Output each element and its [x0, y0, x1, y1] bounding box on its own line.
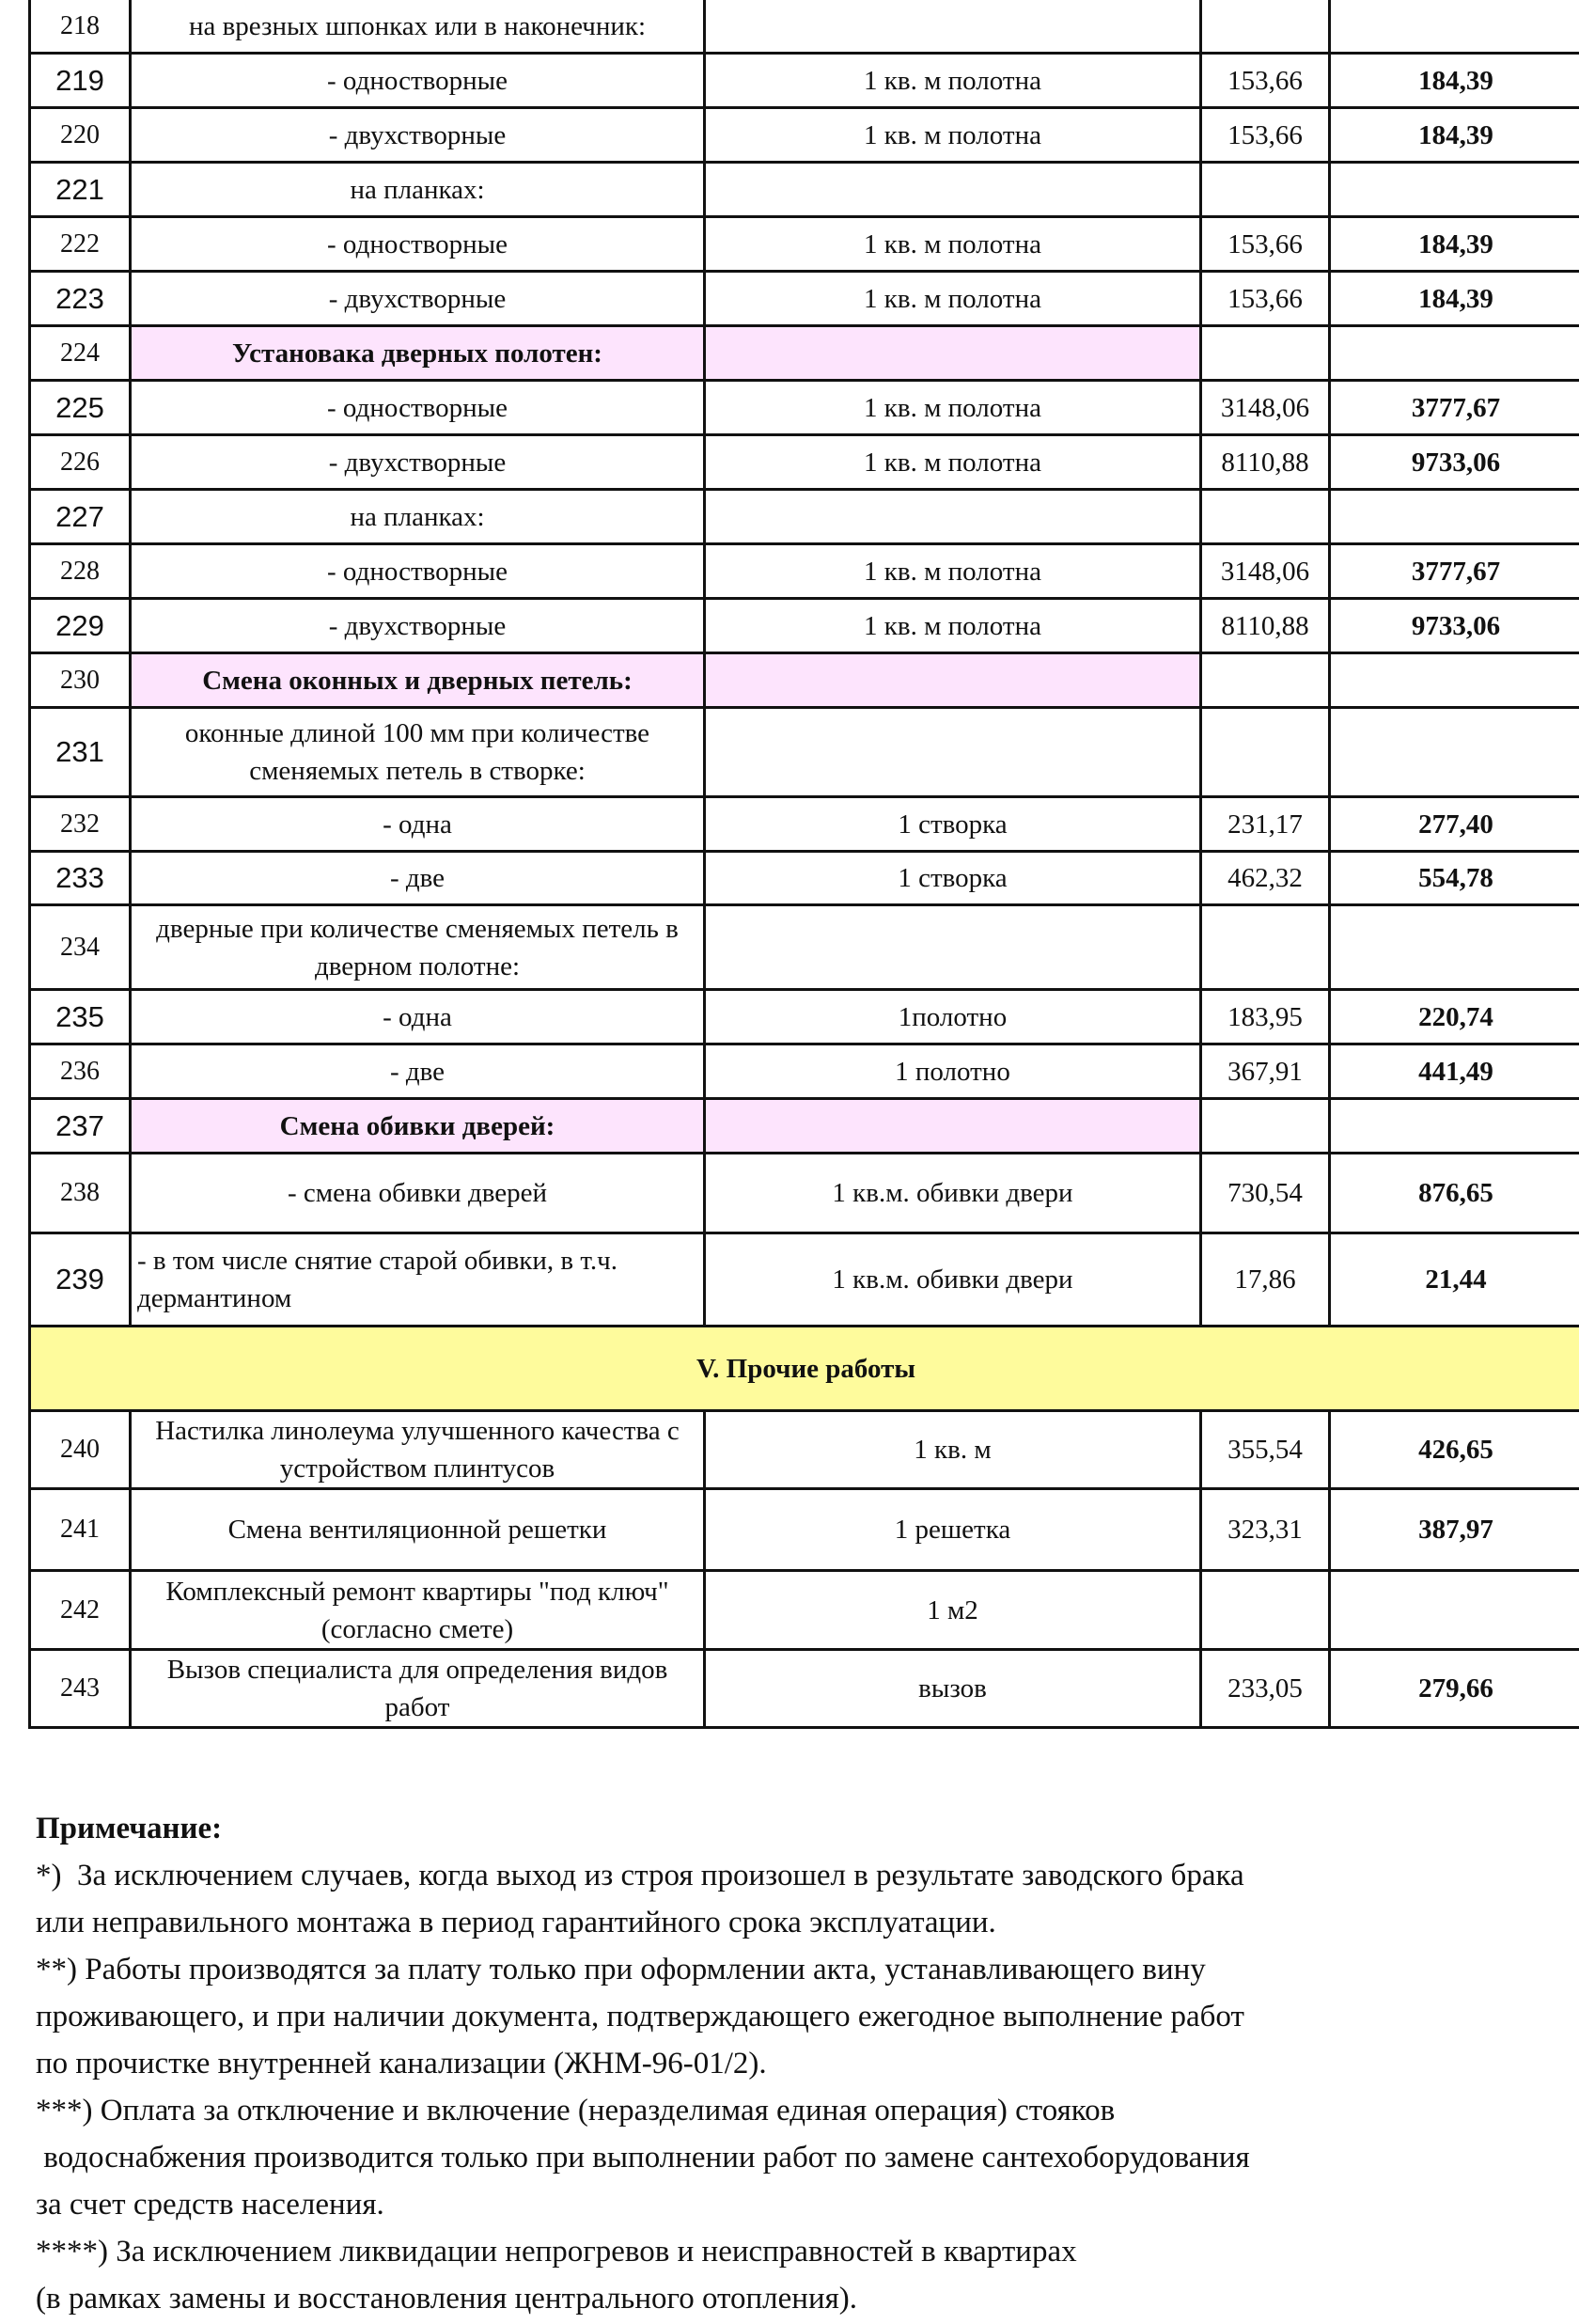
notes	[36, 1805, 1558, 2322]
table-row	[30, 797, 1579, 852]
work-description: - в том числе снятие старой обивки, в т.ч. дермантином	[131, 1233, 705, 1327]
row-number: 240	[30, 1411, 131, 1489]
row-number: 221	[30, 163, 131, 217]
price-without-vat: 730,54	[1201, 1154, 1330, 1233]
work-description: оконные длиной 100 мм при количестве сменяемых петель в створке:	[131, 708, 705, 797]
work-description: Настилка линолеума улучшенного качества с устройством плинтусов	[131, 1411, 705, 1489]
price-with-vat	[1330, 708, 1579, 797]
row-number: 218	[30, 0, 131, 54]
unit: 1 кв. м полотна	[705, 544, 1201, 599]
price-with-vat: 387,97	[1330, 1489, 1579, 1571]
section-header-row	[30, 1327, 1579, 1411]
unit: 1 кв. м	[705, 1411, 1201, 1489]
unit	[705, 1099, 1201, 1154]
row-number: 243	[30, 1650, 131, 1728]
table-row	[30, 1099, 1579, 1154]
unit	[705, 0, 1201, 54]
work-description: дверные при количестве сменяемых петель в дверном полотне:	[131, 905, 705, 990]
row-number: 226	[30, 435, 131, 490]
price-without-vat: 462,32	[1201, 852, 1330, 905]
work-description: Смена вентиляционной решетки	[131, 1489, 705, 1571]
price-with-vat: 3777,67	[1330, 381, 1579, 435]
price-without-vat: 3148,06	[1201, 544, 1330, 599]
price-without-vat	[1201, 1571, 1330, 1650]
unit: 1 кв. м полотна	[705, 599, 1201, 653]
work-description: - одностворные	[131, 544, 705, 599]
unit: 1 створка	[705, 852, 1201, 905]
work-description: - двухстворные	[131, 599, 705, 653]
work-description: на планках:	[131, 490, 705, 544]
row-number: 239	[30, 1233, 131, 1327]
price-without-vat: 153,66	[1201, 108, 1330, 163]
row-number: 233	[30, 852, 131, 905]
table-row	[30, 272, 1579, 326]
price-with-vat: 21,44	[1330, 1233, 1579, 1327]
unit: 1 кв. м полотна	[705, 54, 1201, 108]
work-description: - две	[131, 1044, 705, 1099]
row-number: 219	[30, 54, 131, 108]
price-without-vat: 323,31	[1201, 1489, 1330, 1571]
table-row	[30, 1411, 1579, 1489]
price-without-vat	[1201, 0, 1330, 54]
work-description: Установака дверных полотен:	[131, 326, 705, 381]
work-description: - одностворные	[131, 217, 705, 272]
row-number: 223	[30, 272, 131, 326]
note-line: ****) За исключением ликвидации непрогревов и неисправностей в квартирах	[36, 2235, 1077, 2269]
price-with-vat	[1330, 1099, 1579, 1154]
work-description: Смена обивки дверей:	[131, 1099, 705, 1154]
unit: 1 кв. м полотна	[705, 108, 1201, 163]
unit: 1 решетка	[705, 1489, 1201, 1571]
work-description: - двухстворные	[131, 435, 705, 490]
table-row	[30, 1489, 1579, 1571]
unit: 1 кв. м полотна	[705, 272, 1201, 326]
unit: 1 полотно	[705, 1044, 1201, 1099]
note-line: проживающего, и при наличии документа, подтверждающего ежегодное выполнение работ	[36, 2000, 1244, 2034]
work-description: на планках:	[131, 163, 705, 217]
price-without-vat	[1201, 1099, 1330, 1154]
unit: 1 кв.м. обивки двери	[705, 1154, 1201, 1233]
table-row	[30, 990, 1579, 1044]
unit	[705, 490, 1201, 544]
price-without-vat: 153,66	[1201, 272, 1330, 326]
row-number: 235	[30, 990, 131, 1044]
row-number: 242	[30, 1571, 131, 1650]
work-description: - одна	[131, 990, 705, 1044]
row-number: 225	[30, 381, 131, 435]
price-table	[28, 0, 1579, 1729]
price-without-vat	[1201, 163, 1330, 217]
unit	[705, 163, 1201, 217]
row-number: 231	[30, 708, 131, 797]
price-with-vat	[1330, 905, 1579, 990]
price-with-vat	[1330, 1571, 1579, 1650]
section-title: V. Прочие работы	[30, 1327, 1579, 1411]
price-without-vat	[1201, 653, 1330, 708]
unit: 1 кв.м. обивки двери	[705, 1233, 1201, 1327]
price-with-vat: 277,40	[1330, 797, 1579, 852]
work-description: - одна	[131, 797, 705, 852]
unit: 1 кв. м полотна	[705, 435, 1201, 490]
unit	[705, 653, 1201, 708]
note-line: **) Работы производятся за плату только при оформлении акта, устанавливающего вину	[36, 1953, 1206, 1986]
row-number: 228	[30, 544, 131, 599]
unit: 1 кв. м полотна	[705, 217, 1201, 272]
unit: 1 м2	[705, 1571, 1201, 1650]
table-row	[30, 217, 1579, 272]
table-row	[30, 1650, 1579, 1728]
row-number: 229	[30, 599, 131, 653]
price-without-vat: 3148,06	[1201, 381, 1330, 435]
price-with-vat: 9733,06	[1330, 435, 1579, 490]
price-with-vat: 554,78	[1330, 852, 1579, 905]
unit	[705, 708, 1201, 797]
table-row	[30, 905, 1579, 990]
unit: вызов	[705, 1650, 1201, 1728]
notes-title: Примечание:	[36, 1812, 223, 1845]
price-without-vat	[1201, 905, 1330, 990]
work-description: Комплексный ремонт квартиры "под ключ" (согласно смете)	[131, 1571, 705, 1650]
work-description: - двухстворные	[131, 272, 705, 326]
work-description: на врезных шпонках или в наконечник:	[131, 0, 705, 54]
table-row	[30, 163, 1579, 217]
work-description: Вызов специалиста для определения видов работ	[131, 1650, 705, 1728]
price-with-vat	[1330, 326, 1579, 381]
note-line: за счет средств населения.	[36, 2188, 384, 2222]
price-without-vat: 17,86	[1201, 1233, 1330, 1327]
price-without-vat: 233,05	[1201, 1650, 1330, 1728]
row-number: 236	[30, 1044, 131, 1099]
row-number: 234	[30, 905, 131, 990]
price-without-vat: 153,66	[1201, 217, 1330, 272]
price-with-vat: 184,39	[1330, 272, 1579, 326]
unit	[705, 326, 1201, 381]
price-with-vat: 279,66	[1330, 1650, 1579, 1728]
table-row	[30, 435, 1579, 490]
work-description: - одностворные	[131, 54, 705, 108]
unit: 1 кв. м полотна	[705, 381, 1201, 435]
work-description: - двухстворные	[131, 108, 705, 163]
price-with-vat: 184,39	[1330, 217, 1579, 272]
price-without-vat: 8110,88	[1201, 435, 1330, 490]
price-with-vat	[1330, 490, 1579, 544]
table-row	[30, 653, 1579, 708]
table-row	[30, 708, 1579, 797]
price-without-vat	[1201, 490, 1330, 544]
price-with-vat: 441,49	[1330, 1044, 1579, 1099]
price-without-vat: 183,95	[1201, 990, 1330, 1044]
row-number: 237	[30, 1099, 131, 1154]
row-number: 232	[30, 797, 131, 852]
table-row	[30, 326, 1579, 381]
table-row	[30, 599, 1579, 653]
note-line: или неправильного монтажа в период гарантийного срока эксплуатации.	[36, 1906, 996, 1939]
row-number: 241	[30, 1489, 131, 1571]
row-number: 227	[30, 490, 131, 544]
note-line: *) За исключением случаев, когда выход из строя произошел в результате заводского брака	[36, 1859, 1244, 1892]
work-description: - смена обивки дверей	[131, 1154, 705, 1233]
row-number: 224	[30, 326, 131, 381]
price-without-vat: 8110,88	[1201, 599, 1330, 653]
price-with-vat	[1330, 163, 1579, 217]
table-row	[30, 490, 1579, 544]
note-line: (в рамках замены и восстановления центрального отопления).	[36, 2282, 858, 2316]
price-with-vat: 9733,06	[1330, 599, 1579, 653]
price-with-vat: 876,65	[1330, 1154, 1579, 1233]
price-with-vat: 220,74	[1330, 990, 1579, 1044]
price-with-vat: 184,39	[1330, 54, 1579, 108]
unit: 1полотно	[705, 990, 1201, 1044]
price-without-vat: 367,91	[1201, 1044, 1330, 1099]
price-with-vat	[1330, 653, 1579, 708]
unit: 1 створка	[705, 797, 1201, 852]
table-row	[30, 1571, 1579, 1650]
price-without-vat	[1201, 708, 1330, 797]
note-line: водоснабжения производится только при выполнении работ по замене сантехоборудования	[36, 2141, 1250, 2175]
table-row	[30, 1233, 1579, 1327]
price-with-vat: 426,65	[1330, 1411, 1579, 1489]
price-with-vat	[1330, 0, 1579, 54]
table-row	[30, 108, 1579, 163]
work-description: - две	[131, 852, 705, 905]
work-description: - одностворные	[131, 381, 705, 435]
price-without-vat: 153,66	[1201, 54, 1330, 108]
table-row	[30, 852, 1579, 905]
work-description: Смена оконных и дверных петель:	[131, 653, 705, 708]
unit	[705, 905, 1201, 990]
table-row	[30, 1044, 1579, 1099]
row-number: 238	[30, 1154, 131, 1233]
price-without-vat: 355,54	[1201, 1411, 1330, 1489]
table-row	[30, 381, 1579, 435]
price-without-vat: 231,17	[1201, 797, 1330, 852]
table-row	[30, 54, 1579, 108]
row-number: 220	[30, 108, 131, 163]
table-row	[30, 544, 1579, 599]
row-number: 222	[30, 217, 131, 272]
note-line: ***) Оплата за отключение и включение (неразделимая единая операция) стояков	[36, 2094, 1116, 2128]
table-row	[30, 0, 1579, 54]
price-without-vat	[1201, 326, 1330, 381]
table-row	[30, 1154, 1579, 1233]
price-with-vat: 3777,67	[1330, 544, 1579, 599]
row-number: 230	[30, 653, 131, 708]
price-with-vat: 184,39	[1330, 108, 1579, 163]
note-line: по прочистке внутренней канализации (ЖНМ-96-01/2).	[36, 2047, 767, 2081]
